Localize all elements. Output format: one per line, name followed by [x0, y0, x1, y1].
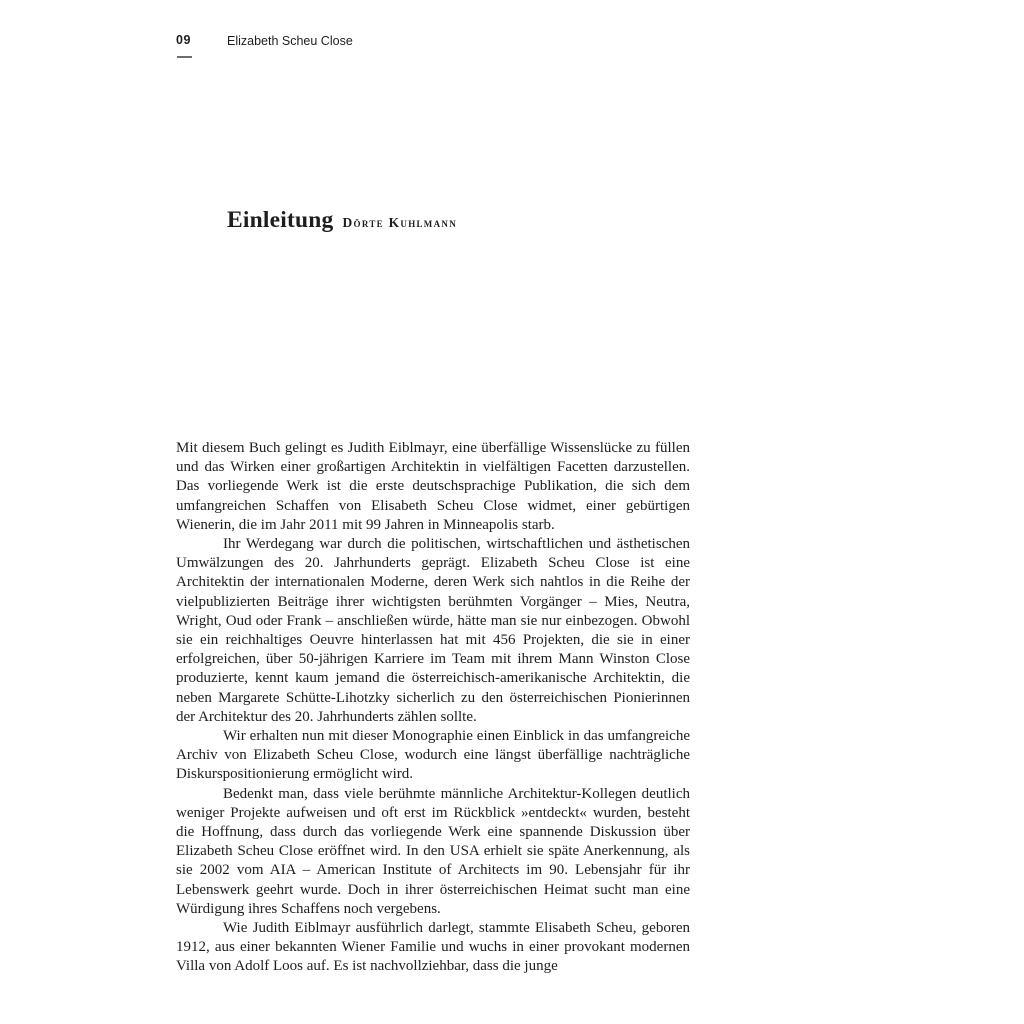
body-text: [176, 439, 690, 977]
page-number: 09: [176, 33, 191, 47]
running-title: Elizabeth Scheu Close: [227, 33, 353, 48]
paragraph: Wie Judith Eiblmayr ausführlich darlegt, stammte Elisabeth Scheu, geboren 1912, aus einer bekannten Wiener Familie und wuchs in einer provokant modernen Villa von Adolf Loos auf. Es ist nachvollziehbar, dass die junge: [176, 920, 690, 975]
paragraph: Ihr Werdegang war durch die politischen, wirtschaftlichen und ästhetischen Umwälzungen des 20. Jahrhunderts geprägt. Elizabeth Scheu Close ist eine Architektin der internationalen Moderne, deren Werk sich nahtlos in die Reihe der vielpublizierten Beiträge ihrer wichtigsten berühmten Vorgänger – Mies, Neutra, Wright, Oud oder Frank – anschließen würde, hätte man sie nur einbezogen. Obwohl sie ein reichhaltiges Oeuvre hinterlassen hat mit 456 Projekten, die sie in einer erfolgreichen, über 50-jährigen Karriere im Team mit ihrem Mann Winston Close produzierte, kennt kaum jemand die österreichisch-amerikanische Architektin, die neben Margarete Schütte-Lihotzky sicherlich zu den österreichischen Pionierinnen der Architektur des 20. Jahrhunderts zählen sollte.: [176, 536, 690, 725]
author-name: Dörte Kuhlmann: [342, 215, 457, 230]
section-title-text: Einleitung: [227, 207, 334, 233]
paragraph: Mit diesem Buch gelingt es Judith Eiblmayr, eine überfällige Wissenslücke zu füllen und das Wirken einer großartigen Architektin in vielfältigen Facetten darzustellen. Das vorliegende Werk ist die erste deutschsprachige Publikation, die sich dem umfangreichen Schaffen von Elisabeth Scheu Close widmet, einer gebürtigen Wienerin, die im Jahr 2011 mit 99 Jahren in Minneapolis starb.: [176, 440, 690, 533]
paragraph: Bedenkt man, dass viele berühmte männliche Architektur-Kollegen deutlich weniger Projekte aufweisen und oft erst im Rückblick »entdeckt« wurden, besteht die Hoffnung, dass durch das vorliegende Werk eine spannende Diskussion über Elizabeth Scheu Close eröffnet wird. In den USA erhielt sie späte Anerkennung, als sie 2002 vom AIA – American Institute of Architects im 90. Lebensjahr für ihr Lebenswerk geehrt wurde. Doch in ihrer österreichischen Heimat sucht man eine Würdigung ihres Schaffens noch vergebens.: [176, 785, 690, 917]
page-number-rule: [177, 56, 192, 58]
paragraph: Wir erhalten nun mit dieser Monographie einen Einblick in das umfangreiche Archiv von Elizabeth Scheu Close, wodurch eine längst überfällige nachträgliche Diskurspositionierung ermöglicht wird.: [176, 728, 690, 783]
section-title: [227, 198, 457, 235]
